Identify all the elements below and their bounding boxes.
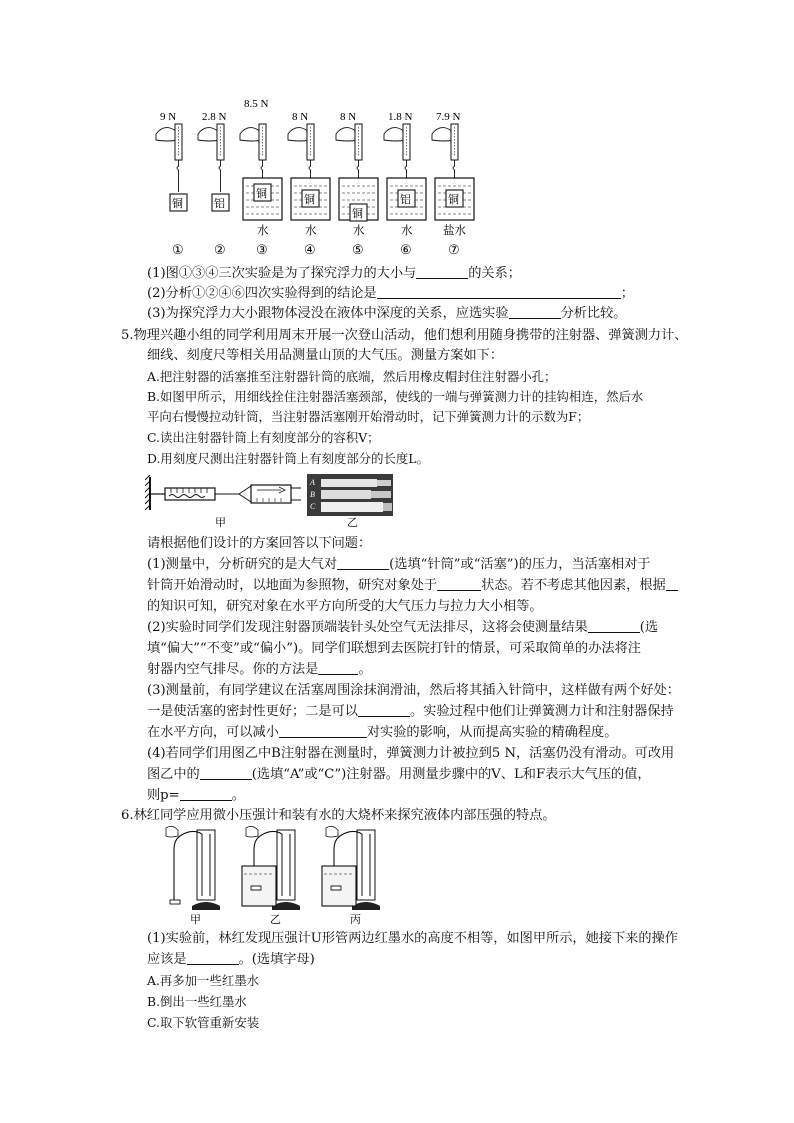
- q5-sub4-line3: [147, 787, 245, 805]
- q5-sub1-text-a: (1)测量中，分析研究的是大气对: [147, 557, 338, 572]
- gauge-base: [192, 902, 220, 910]
- q4-part3-tail: 分析比较。: [560, 306, 627, 321]
- experiment-number: ⑥: [400, 242, 412, 257]
- answer-blank[interactable]: [337, 556, 389, 570]
- answer-blank[interactable]: [200, 766, 252, 780]
- q5-sub2-line1: [147, 619, 658, 637]
- syringe-pull-figure-jia: [145, 474, 305, 530]
- answer-blank[interactable]: [588, 619, 640, 633]
- block-material: 铜: [352, 208, 363, 220]
- fig-label: 丙: [350, 914, 361, 926]
- experiment-unit: [384, 111, 426, 257]
- block-material: 铜: [172, 198, 183, 210]
- q5-step-b-line1: B.如图甲所示，用细线拴住注射器活塞颈部，使线的一端与弹簧测力计的挂钩相连，然后水: [147, 389, 644, 404]
- liquid-label: 水: [353, 225, 365, 237]
- hook: [177, 160, 179, 192]
- u-tube: [197, 830, 215, 900]
- liquid-label: 水: [305, 225, 317, 237]
- u-tube: [357, 830, 375, 900]
- answer-blank[interactable]: [187, 951, 239, 965]
- q5-sub4-text-b: 图乙中的: [147, 767, 200, 782]
- experiment-number: ①: [172, 242, 184, 257]
- q4-part2-tail: ；: [620, 286, 634, 301]
- q5-sub1-text-c: 针筒开始滑动时，以地面为参照物，研究对象处于: [147, 578, 438, 593]
- answer-blank[interactable]: [509, 305, 561, 319]
- hook: [405, 160, 407, 180]
- pressure-gauge-unit: [242, 826, 300, 926]
- fig-label-jia: 甲: [215, 517, 226, 529]
- experiment-unit: [432, 111, 474, 257]
- force-reading: 2.8 N: [202, 111, 227, 123]
- q5-sub1-text-d: 状态。若不考虑其他因素，根据: [481, 578, 666, 593]
- q5-sub1-line1: [147, 556, 651, 574]
- hook: [453, 160, 455, 180]
- answer-blank[interactable]: [318, 661, 358, 675]
- hook: [219, 160, 221, 192]
- q6-option-b[interactable]: B.倒出一些红墨水: [147, 994, 247, 1009]
- q5-sub3-line1: (3)测量前，有同学建议在活塞周围涂抹润滑油，然后将其插入针筒中，这样做有两个好处：: [147, 683, 680, 698]
- answer-blank[interactable]: [437, 577, 481, 591]
- q5-sub1-line3: 的知识可知，研究对象在水平方向所受的大气压力与拉力大小相等。: [147, 599, 543, 614]
- fig-label: 乙: [270, 914, 281, 926]
- force-reading: 8 N: [340, 111, 357, 123]
- probe: [331, 886, 341, 890]
- force-reading: 1.8 N: [388, 111, 413, 123]
- q6-sub1-line1: (1)实验前，林红发现压强计U形管两边红墨水的高度不相等，如图甲所示，她接下来的操作: [147, 931, 678, 946]
- answer-blank[interactable]: [377, 285, 621, 299]
- q5-step-a: A.把注射器的活塞推至注射器针筒的底端，然后用橡皮帽封住注射器小孔；: [147, 369, 557, 384]
- syringe-label-c: C: [310, 502, 316, 511]
- probe: [170, 900, 180, 904]
- q5-sub3-text-b: 一是使活塞的密封性更好；二是可以: [147, 704, 358, 719]
- force-reading: 9 N: [160, 111, 177, 123]
- q6-sub1-line2: [147, 951, 315, 969]
- experiment-unit: [156, 111, 187, 257]
- block-material: 铝: [214, 198, 225, 210]
- q5-intro-line2: 细线、刻度尺等相关用品测量山顶的大气压。测量方案如下：: [147, 348, 504, 363]
- q5-prompt: 请根据他们设计的方案回答以下问题：: [147, 536, 372, 551]
- q4-part2: [147, 285, 634, 303]
- hand-icon: [166, 826, 178, 837]
- hook: [357, 160, 359, 180]
- experiment-number: ③: [256, 242, 268, 257]
- buoyancy-experiment-figure: [140, 94, 490, 262]
- q5-sub2-line2: 填“偏大”“不变”或“偏小”)。同学们联想到去医院打针的情景，可采取简单的办法将注: [147, 641, 641, 656]
- answer-blank[interactable]: [416, 265, 468, 279]
- q4-part3-text: (3)为探究浮力大小跟物体浸没在液体中深度的关系，应选实验: [147, 306, 509, 321]
- experiment-number: ⑦: [448, 242, 460, 257]
- q4-part1-text: (1)图①③④三次实验是为了探究浮力的大小与: [147, 266, 417, 281]
- block-material: 铝: [400, 194, 411, 206]
- experiment-unit: [336, 111, 378, 257]
- q5-sub3-line3: [147, 724, 617, 742]
- pressure-gauge-unit: [322, 826, 380, 926]
- q5-sub3-text-d: 在水平方向，可以减小: [147, 725, 279, 740]
- hook: [261, 160, 263, 180]
- q5-sub2-text-d: 射器内空气排尽。你的方法是: [147, 662, 319, 677]
- hook: [309, 160, 311, 180]
- q6-option-c[interactable]: C.取下软管重新安装: [147, 1015, 260, 1030]
- q6-option-a[interactable]: A.再多加一些红墨水: [147, 973, 260, 988]
- pressure-gauge-figure: [152, 826, 392, 926]
- q5-step-b-line2: 平向右慢慢拉动针筒，当注射器活塞刚开始滑动时，记下弹簧测力计的示数为F；: [147, 409, 590, 424]
- q5-sub3-line2: [147, 703, 674, 721]
- fig-label-yi: 乙: [347, 517, 358, 528]
- liquid-label: 水: [257, 225, 269, 237]
- q6-intro: 6.林红同学应用微小压强计和装有水的大烧杯来探究液体内部压强的特点。: [121, 808, 556, 823]
- answer-blank[interactable]: [279, 724, 367, 738]
- q6-sub1-text-b: 应该是: [147, 952, 187, 967]
- block-material: 铜: [256, 188, 267, 200]
- experiment-unit: [288, 111, 330, 257]
- syringes-photo-yi: [307, 474, 393, 528]
- pressure-gauge-unit: [166, 826, 220, 926]
- experiment-number: ⑤: [352, 242, 364, 257]
- q5-sub3-text-e: 对实验的影响，从而提高实验的精确程度。: [366, 725, 618, 740]
- experiment-number: ④: [304, 242, 316, 257]
- q5-sub2-text-a: (2)实验时同学们发现注射器顶端装针头处空气无法排尽，这将会使测量结果: [147, 620, 588, 635]
- q5-sub2-text-e: 。: [358, 662, 372, 677]
- syringe-label-a: A: [310, 478, 315, 487]
- q5-sub2-text-b: (选: [639, 620, 659, 635]
- q6-sub1-text-c: 。(选填字母): [238, 952, 315, 967]
- fig-label: 甲: [190, 914, 201, 926]
- answer-blank[interactable]: [666, 577, 678, 591]
- q4-part1: [147, 265, 521, 283]
- answer-blank[interactable]: [180, 787, 232, 801]
- force-reading: 8 N: [292, 111, 309, 123]
- experiment-number: ②: [214, 242, 226, 257]
- experiment-unit: [240, 98, 282, 257]
- q5-sub1-text-b: (选填“针筒”或“活塞”)的压力，当活塞相对于: [389, 557, 651, 572]
- q5-sub4-line1: (4)若同学们用图乙中B注射器在测量时，弹簧测力计被拉到5 N，活塞仍没有滑动。可改用: [147, 746, 675, 761]
- hand-icon: [246, 826, 258, 837]
- answer-blank[interactable]: [358, 703, 410, 717]
- probe: [251, 886, 261, 890]
- q4-part3: [147, 305, 627, 323]
- q5-sub4-text-d: 则p=: [147, 788, 180, 803]
- q5-sub4-line2: [147, 766, 651, 784]
- q5-sub4-text-e: 。: [231, 788, 245, 803]
- q5-step-d: D.用刻度尺测出注射器针筒上有刻度部分的长度L。: [147, 451, 429, 466]
- q5-intro-line1: 5.物理兴趣小组的同学利用周末开展一次登山活动，他们想利用随身携带的注射器、弹簧测力计、: [121, 328, 688, 343]
- force-reading: 7.9 N: [436, 111, 461, 123]
- u-tube: [277, 830, 295, 900]
- syringe-label-b: B: [310, 490, 315, 499]
- q5-step-c: C.读出注射器针筒上有刻度部分的容积V；: [147, 430, 380, 445]
- q5-sub3-text-c: 。实验过程中他们让弹簧测力计和注射器保持: [410, 704, 674, 719]
- q4-part2-text: (2)分析①②④⑥四次实验得到的结论是: [147, 286, 377, 301]
- q5-sub4-text-c: (选填“A”或“C”)注射器。用测量步骤中的V、L和F表示大气压的值，: [251, 767, 651, 782]
- force-reading: 8.5 N: [244, 98, 269, 110]
- block-material: 铜: [448, 194, 459, 206]
- block-material: 铜: [304, 194, 315, 206]
- q5-sub2-line3: [147, 661, 372, 679]
- liquid-label: 盐水: [443, 225, 466, 237]
- hand-icon: [326, 826, 338, 837]
- q5-sub1-line2: [147, 577, 678, 595]
- q4-part1-tail: 的关系；: [468, 266, 521, 281]
- experiment-unit: [198, 111, 229, 257]
- liquid-label: 水: [401, 225, 413, 237]
